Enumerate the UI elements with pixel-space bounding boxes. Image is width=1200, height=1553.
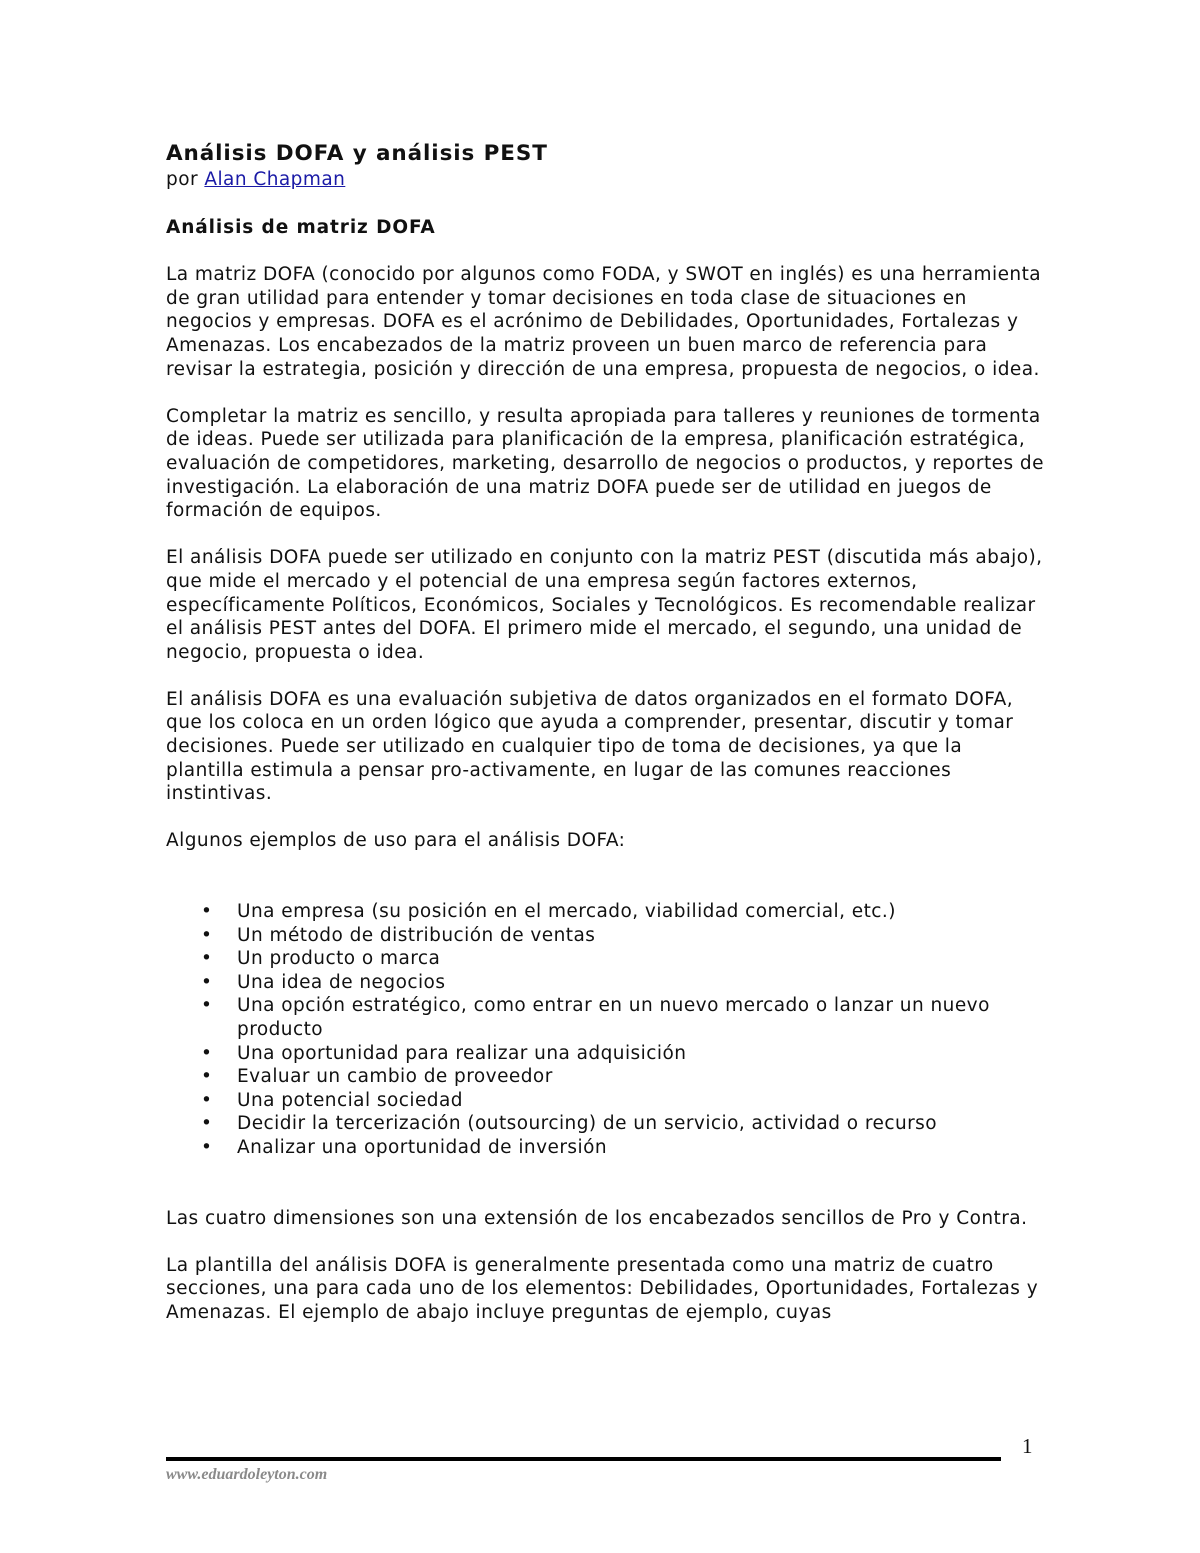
- paragraph-uses: Completar la matriz es sencillo, y resulta apropiada para talleres y reuniones de tormenta de ideas. Puede ser utilizada para planificación de la empresa, planificación estratégica, evaluación de competidores, marketing, desarrollo de negocios o productos, y reportes de investigación. La elaboración de una matriz DOFA puede ser de utilidad en juegos de formación de equipos.: [166, 405, 1044, 522]
- bullet-icon: •: [201, 901, 213, 923]
- paragraph-template: La plantilla del análisis DOFA is generalmente presentada como una matriz de cuatro secciones, una para cada uno de los elementos: Debilidades, Oportunidades, Fortalezas y Amenazas. El ejemplo de abajo incluye preguntas de ejemplo, cuyas: [166, 1254, 1039, 1323]
- list-item-text: Evaluar un cambio de proveedor: [237, 1066, 553, 1088]
- list-item-text: Analizar una oportunidad de inversión: [237, 1136, 608, 1158]
- footer-divider: [166, 1457, 1001, 1461]
- author-link[interactable]: Alan Chapman: [204, 169, 346, 190]
- list-item-text: Una empresa (su posición en el mercado, viabilidad comercial, etc.): [237, 901, 896, 923]
- bullet-icon: •: [201, 1113, 213, 1135]
- list-item: [166, 947, 1046, 971]
- list-item: [166, 1112, 1046, 1136]
- list-item: [166, 1136, 1046, 1160]
- paragraph-dimensions: Las cuatro dimensiones son una extensión de los encabezados sencillos de Pro y Contra.: [166, 1207, 1028, 1229]
- bullet-icon: •: [201, 971, 213, 993]
- paragraph-examples-intro: Algunos ejemplos de uso para el análisis DOFA:: [166, 830, 626, 852]
- list-item-text: Una potencial sociedad: [237, 1089, 463, 1111]
- bullet-icon: •: [201, 1066, 213, 1088]
- page-number: 1: [1022, 1434, 1033, 1458]
- document-title: Análisis DOFA y análisis PEST: [166, 141, 548, 166]
- list-item: [166, 900, 1046, 924]
- byline-prefix: por: [166, 169, 205, 190]
- paragraph-pest: El análisis DOFA puede ser utilizado en conjunto con la matriz PEST (discutida más abajo), que mide el mercado y el potencial de una empresa según factores externos, específicamente Políticos, Económicos, Sociales y Tecnológicos. Es recomendable realizar el análisis PEST antes del DOFA. El primero mide el mercado, el segundo, una unidad de negocio, propuesta o idea.: [166, 547, 1043, 663]
- section-title: Análisis de matriz DOFA: [166, 217, 436, 238]
- list-item: [166, 971, 1046, 995]
- bullet-icon: •: [201, 924, 213, 946]
- list-item: [166, 1065, 1046, 1089]
- list-item: [166, 1042, 1046, 1066]
- paragraph-evaluation: El análisis DOFA es una evaluación subjetiva de datos organizados en el formato DOFA, que los coloca en un orden lógico que ayuda a comprender, presentar, discutir y tomar decisiones. Puede ser utilizado en cualquier tipo de toma de decisiones, ya que la plantilla estimula a pensar pro-activamente, en lugar de las comunes reacciones instintivas.: [166, 688, 1014, 805]
- list-item-text: Un método de distribución de ventas: [237, 924, 596, 946]
- list-item-text: Una opción estratégico, como entrar en un nuevo mercado o lanzar un nuevo producto: [237, 995, 990, 1040]
- examples-list: [166, 900, 1046, 1160]
- list-item: [166, 1089, 1046, 1113]
- bullet-icon: •: [201, 1089, 213, 1111]
- bullet-icon: •: [201, 1042, 213, 1064]
- document-body: [166, 140, 1046, 1325]
- list-item: [166, 924, 1046, 948]
- list-item: [166, 994, 1046, 1041]
- footer-url: www.eduardoleyton.com: [166, 1466, 328, 1483]
- paragraph-intro: La matriz DOFA (conocido por algunos como FODA, y SWOT en inglés) es una herramienta de gran utilidad para entender y tomar decisiones en toda clase de situaciones en negocios y empresas. DOFA es el acrónimo de Debilidades, Oportunidades, Fortalezas y Amenazas. Los encabezados de la matriz proveen un buen marco de referencia para revisar la estrategia, posición y dirección de una empresa, propuesta de negocios, o idea.: [166, 264, 1042, 380]
- list-item-text: Una oportunidad para realizar una adquisición: [237, 1042, 687, 1064]
- list-item-text: Una idea de negocios: [237, 971, 446, 993]
- bullet-icon: •: [201, 1136, 213, 1158]
- list-item-text: Decidir la tercerización (outsourcing) de un servicio, actividad o recurso: [237, 1113, 938, 1135]
- list-item-text: Un producto o marca: [237, 948, 441, 970]
- byline: [166, 168, 1046, 192]
- bullet-icon: •: [201, 948, 213, 970]
- bullet-icon: •: [201, 995, 213, 1017]
